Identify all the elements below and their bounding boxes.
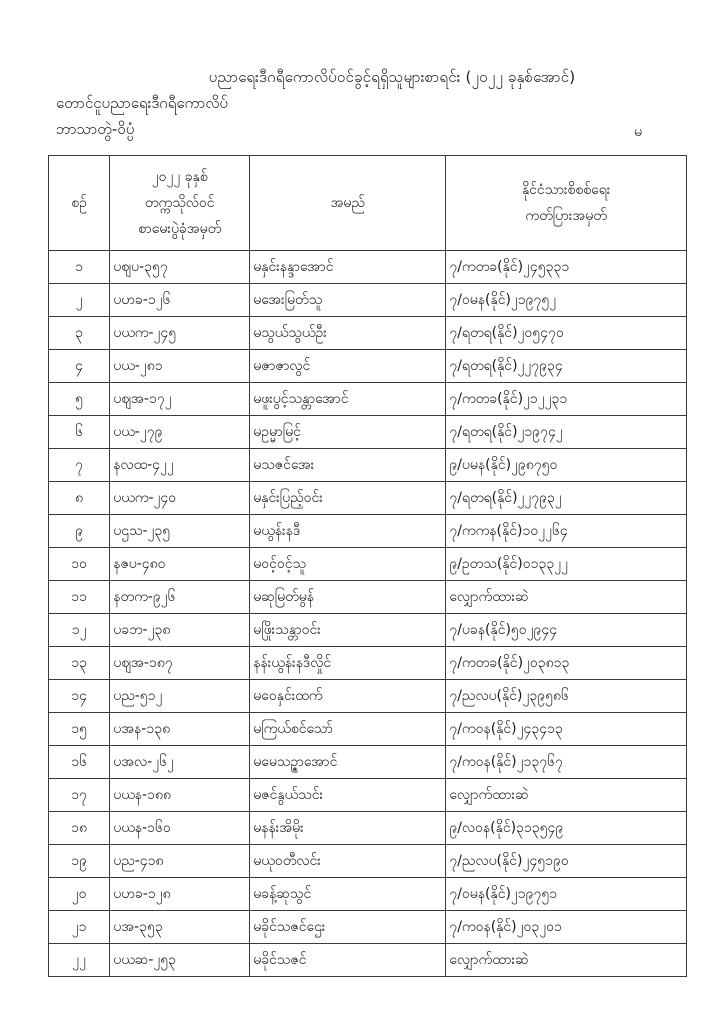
serial-no-cell: ၂၀ (49, 878, 110, 911)
name-cell: မနှင်းနန္ဒာအောင် (250, 251, 446, 284)
table-row (49, 284, 687, 317)
name-cell: မသွယ်သွယ်ဦး (250, 317, 446, 350)
exam-roll-cell: ပယက-၂၄၀ (110, 482, 250, 515)
header-nrc-line1: နိုင်ငံသားစိစစ်ရေး (521, 182, 611, 198)
exam-roll-cell: ပအလ-၂၆၂ (110, 746, 250, 779)
header-exam-roll (110, 156, 250, 251)
name-cell: မဇင်နွယ်သင်း (250, 779, 446, 812)
table-row (49, 812, 687, 845)
table-body (49, 251, 687, 977)
table-row (49, 350, 687, 383)
exam-roll-cell: ပဟခ-၁၂၈ (110, 878, 250, 911)
header-serial-no-label: စဉ် (71, 195, 87, 211)
name-cell: မဆုမြတ်မွန် (250, 581, 446, 614)
exam-roll-cell: ပယန-၁၆၀ (110, 812, 250, 845)
nrc-cell: ၇/ကကန(နိုင်)၁၀၂၂၆၄ (446, 515, 687, 548)
table-row (49, 548, 687, 581)
nrc-cell: ၇/ကဝန(နိုင်)၂၀၃၂၀၁ (446, 911, 687, 944)
exam-roll-cell: ပခဘ-၂၃၈ (110, 614, 250, 647)
name-cell: မနန်းအိမိုး (250, 812, 446, 845)
document-title: ပညာရေးဒီဂရီကောလိပ်ဝင်ခွင့်ရရှိသူများစာရင်း (၂၀၂၂ ခုနှစ်အောင်) (208, 68, 576, 86)
nrc-cell: ၉/ပမန(နိုင်)၂၉၈၇၅၀ (446, 449, 687, 482)
exam-roll-cell: ပဈအ-၁၇၂ (110, 383, 250, 416)
table-row (49, 482, 687, 515)
name-cell: မမေသဥ္ဇာအောင် (250, 746, 446, 779)
table-header-row (49, 156, 687, 251)
name-cell: မဇာဇာလွင် (250, 350, 446, 383)
name-cell: မဥမ္မာမြင့် (250, 416, 446, 449)
nrc-cell: ၇/ရတရ(နိုင်)၂၁၉၇၄၂ (446, 416, 687, 449)
nrc-cell: ၇/ကဝန(နိုင်)၂၄၃၄၁၃ (446, 713, 687, 746)
header-exam-roll-line1: ၂၀၂၂ ခုနှစ် (151, 169, 208, 185)
exam-roll-cell: ပည-၄၁၈ (110, 845, 250, 878)
header-exam-roll-line3: စာမေးပွဲခုံအမှတ် (138, 221, 222, 237)
nrc-cell: ၇/ဝမန(နိုင်)၂၁၉၇၅၁ (446, 878, 687, 911)
nrc-cell: ၇/ညလပ(နိုင်)၂၄၅၁၉၀ (446, 845, 687, 878)
table-row (49, 680, 687, 713)
table-row (49, 779, 687, 812)
exam-roll-cell: ပဈပ-၃၅၇ (110, 251, 250, 284)
nrc-cell: ၇/ညလပ(နိုင်)၂၃၉၅၈၆ (446, 680, 687, 713)
header-nrc-line2: ကတ်ပြားအမှတ် (525, 208, 607, 224)
name-cell: မအေးမြတ်သူ (250, 284, 446, 317)
nrc-cell: ၇/ကတခ(နိုင်)၂၄၅၃၃၁ (446, 251, 687, 284)
table-row (49, 317, 687, 350)
exam-roll-cell: ပဈအ-၁၈၇ (110, 647, 250, 680)
name-cell: မဖူးပွင့်သန္တာအောင် (250, 383, 446, 416)
name-cell: မဖြိုးသန္တာဝင်း (250, 614, 446, 647)
serial-no-cell: ၁၈ (49, 812, 110, 845)
serial-no-cell: ၁၁ (49, 581, 110, 614)
name-cell: မခိုင်သဇင်ဌေး (250, 911, 446, 944)
serial-no-cell: ၈ (49, 482, 110, 515)
name-cell: မနှင်းပြည့်ဝင်း (250, 482, 446, 515)
serial-no-cell: ၃ (49, 317, 110, 350)
exam-roll-cell: ပယ-၂၈၁ (110, 350, 250, 383)
name-cell: မဝင့်ဝင့်သူ (250, 548, 446, 581)
serial-no-cell: ၁၉ (49, 845, 110, 878)
serial-no-cell: ၁၃ (49, 647, 110, 680)
nrc-cell: ၇/ရတရ(နိုင်)၂၀၅၄၇၀ (446, 317, 687, 350)
serial-no-cell: ၁၄ (49, 680, 110, 713)
serial-no-cell: ၁၆ (49, 746, 110, 779)
nrc-cell: ၇/ပခန(နိုင်)၅၀၂၉၄၄ (446, 614, 687, 647)
exam-roll-cell: နဇပ-၄၈၀ (110, 548, 250, 581)
serial-no-cell: ၁၅ (49, 713, 110, 746)
subject-combination: ဘာသာတွဲ-ဝိပ္ပံ (56, 120, 135, 138)
name-cell: နန်းယွန်းနဒီလှိုင် (250, 647, 446, 680)
table-row (49, 845, 687, 878)
header-serial-no (49, 156, 110, 251)
table-row (49, 647, 687, 680)
table-row (49, 944, 687, 977)
serial-no-cell: ၂ (49, 284, 110, 317)
serial-no-cell: ၆ (49, 416, 110, 449)
nrc-cell: ၇/ရတရ(နိုင်)၂၂၇၉၃၂ (446, 482, 687, 515)
nrc-cell: ၇/ကတခ(နိုင်)၂၀၃၈၁၃ (446, 647, 687, 680)
nrc-cell: ၇/ရတရ(နိုင်)၂၂၇၉၃၄ (446, 350, 687, 383)
exam-roll-cell: ပယန-၁၈၈ (110, 779, 250, 812)
name-cell: မဝေနှင်းထက် (250, 680, 446, 713)
nrc-cell: ၇/ကတခ(နိုင်)၂၁၂၂၃၁ (446, 383, 687, 416)
header-exam-roll-line2: တက္ကသိုလ်ဝင် (144, 195, 215, 211)
exam-roll-cell: ပယ-၂၇၉ (110, 416, 250, 449)
name-cell: မသဇင်အေး (250, 449, 446, 482)
exam-roll-cell: ပယဆ-၂၅၃ (110, 944, 250, 977)
table-row (49, 383, 687, 416)
serial-no-cell: ၂၂ (49, 944, 110, 977)
exam-roll-cell: နလထ-၄၂၂ (110, 449, 250, 482)
table-row (49, 878, 687, 911)
exam-roll-cell: နတက-၉၂၆ (110, 581, 250, 614)
nrc-cell: ၉/ဥတသ(နိုင်)၀၁၃၃၂၂ (446, 548, 687, 581)
exam-roll-cell: ပအန-၁၃၈ (110, 713, 250, 746)
serial-no-cell: ၄ (49, 350, 110, 383)
nrc-cell: လျှောက်ထားဆဲ (446, 944, 687, 977)
table-row (49, 911, 687, 944)
nrc-cell: လျှောက်ထားဆဲ (446, 581, 687, 614)
header-nrc (446, 156, 687, 251)
nrc-cell: ၇/ကဝန(နိုင်)၂၁၃၇၆၇ (446, 746, 687, 779)
table-row (49, 614, 687, 647)
serial-no-cell: ၂၁ (49, 911, 110, 944)
exam-roll-cell: ပယက-၂၄၅ (110, 317, 250, 350)
exam-roll-cell: ပည-၅၁၂ (110, 680, 250, 713)
serial-no-cell: ၉ (49, 515, 110, 548)
serial-no-cell: ၁ (49, 251, 110, 284)
exam-roll-cell: ပအ-၃၅၃ (110, 911, 250, 944)
college-name: တောင်ငူပညာရေးဒီဂရီကောလိပ် (56, 94, 228, 112)
table-row (49, 449, 687, 482)
table-row (49, 746, 687, 779)
exam-roll-cell: ပဟခ-၁၂၆ (110, 284, 250, 317)
table-row (49, 581, 687, 614)
serial-no-cell: ၁၀ (49, 548, 110, 581)
admission-list-table (48, 155, 687, 977)
nrc-cell: ၇/ဝမန(နိုင်)၂၁၉၇၅၂ (446, 284, 687, 317)
name-cell: မယုဝတီလင်း (250, 845, 446, 878)
nrc-cell: ၉/လဝန(နိုင်)၃၁၃၅၄၉ (446, 812, 687, 845)
nrc-cell: လျှောက်ထားဆဲ (446, 779, 687, 812)
exam-roll-cell: ပဌသ-၂၃၅ (110, 515, 250, 548)
gender-mark: မ (634, 124, 642, 140)
table-row (49, 251, 687, 284)
name-cell: မယွန်းနဒီ (250, 515, 446, 548)
table-row (49, 416, 687, 449)
serial-no-cell: ၁၂ (49, 614, 110, 647)
serial-no-cell: ၅ (49, 383, 110, 416)
header-name-label: အမည် (330, 195, 365, 211)
header-name (250, 156, 446, 251)
table-row (49, 515, 687, 548)
serial-no-cell: ၇ (49, 449, 110, 482)
name-cell: မကြယ်စင်သော် (250, 713, 446, 746)
name-cell: မခန့်ဆုသွင် (250, 878, 446, 911)
name-cell: မခိုင်သဇင် (250, 944, 446, 977)
serial-no-cell: ၁၇ (49, 779, 110, 812)
table-row (49, 713, 687, 746)
